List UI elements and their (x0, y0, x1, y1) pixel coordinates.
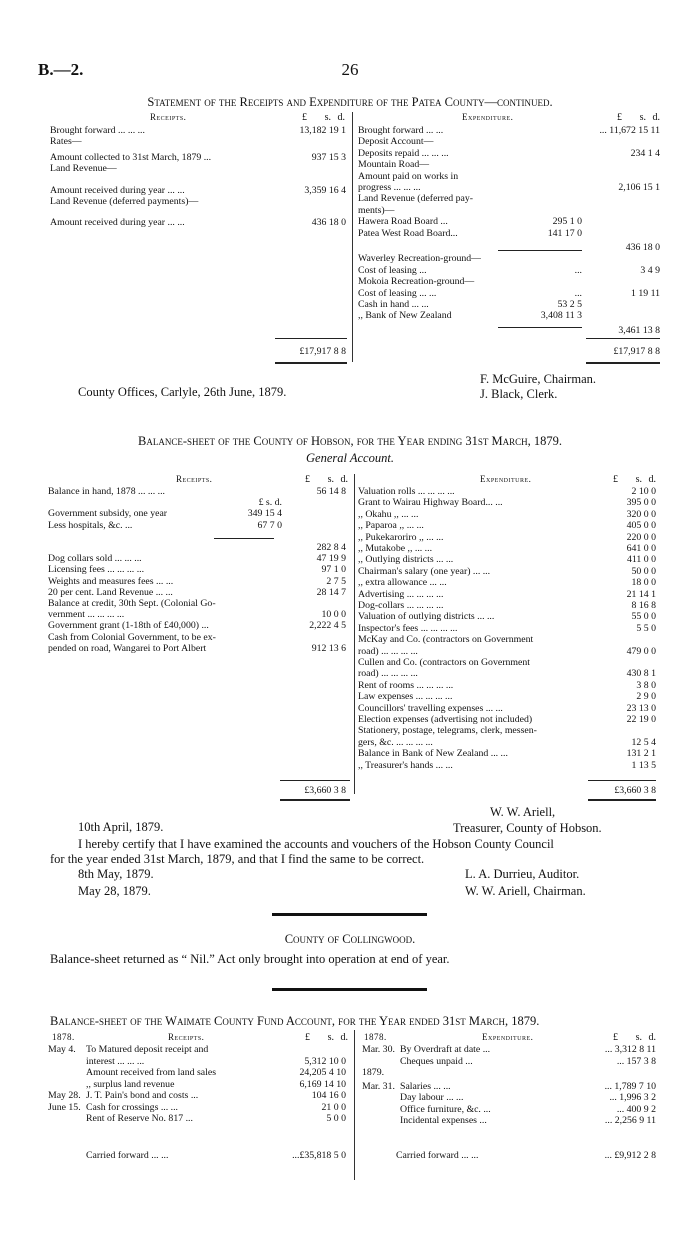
expenditure-label: ments)— (358, 204, 395, 216)
expenditure-amount: 3 4 9 (640, 264, 660, 276)
receipt-date: May 4. (48, 1044, 76, 1055)
waimate-receipts-head: Receipts. (168, 1032, 205, 1042)
hobson-date-1: 10th April, 1879. (78, 820, 164, 834)
expenditure-amount: 50 0 0 (631, 565, 656, 577)
total-rule (280, 780, 350, 781)
hobson-treasurer-title: Treasurer, County of Hobson. (453, 821, 602, 835)
receipt-label: Amount collected to 31st March, 1879 ... (50, 151, 212, 163)
receipt-label: Amount received during year ... ... (50, 217, 185, 229)
expenditure-label: Office furniture, &c. ... (400, 1103, 491, 1115)
receipt-amount: 912 13 6 (311, 642, 346, 654)
section-code: B.—2. (38, 60, 84, 79)
expenditure-label: Cash in hand ... ... (358, 299, 429, 310)
pounds-head: £ (305, 474, 310, 485)
receipt-label: Government grant (1-18th of £40,000) ... (48, 620, 209, 632)
expenditure-amount: ... 1,996 3 2 (609, 1092, 656, 1103)
receipt-amount: 5,312 10 0 (304, 1055, 346, 1067)
receipt-label: vernment ... ... ... ... (48, 609, 125, 621)
expenditure-label: Valuation of outlying districts ... ... (358, 611, 495, 623)
expenditure-label: Chairman's salary (one year) ... ... (358, 565, 491, 577)
collingwood-title: County of Collingwood. (284, 932, 416, 946)
receipt-label: Brought forward ... ... ... (50, 125, 145, 136)
receipt-label: Rent of Reserve No. 817 ... (86, 1113, 193, 1124)
waimate-year-right: 1878. (364, 1032, 387, 1042)
expenditure-label: progress ... ... ... (358, 182, 421, 193)
expenditure-amount: 2 10 0 (631, 486, 656, 497)
expenditure-subamount: ... (574, 287, 582, 299)
subtotal-rule (498, 327, 582, 328)
expenditure-amount: 55 0 0 (631, 611, 656, 623)
expenditure-label: Rent of rooms ... ... ... ... (358, 679, 454, 691)
waimate-title: Balance-sheet of the Waimate County Fund Account, for the Year ended 31st March, 1879. (50, 1014, 540, 1028)
expenditure-amount: ... 11,672 15 11 (599, 125, 660, 136)
expenditure-label: Valuation rolls ... ... ... ... (358, 486, 455, 497)
receipt-label: To Matured deposit receipt and (86, 1044, 209, 1055)
receipt-amount: 56 14 8 (316, 486, 346, 497)
pence-head: d. (648, 474, 656, 485)
receipt-label: pended on road, Wangarei to Port Albert (48, 642, 207, 654)
expenditure-label: Amount paid on works in (358, 170, 459, 182)
hobson-receipts-head: Receipts. (176, 474, 213, 484)
receipt-label: Government subsidy, one year (48, 508, 168, 520)
carried-label: Carried forward ... ... (396, 1150, 479, 1161)
receipt-label: J. T. Pain's bond and costs ... (86, 1090, 199, 1101)
expenditure-amount: 436 18 0 (625, 242, 660, 253)
receipt-amount: 104 16 0 (311, 1090, 346, 1101)
hobson-subtitle: General Account. (306, 451, 394, 465)
expenditure-label: Advertising ... ... ... ... (358, 588, 444, 600)
pounds-head: £ (613, 474, 618, 485)
expenditure-amount: 220 0 0 (626, 531, 656, 543)
shillings-head: s. (639, 112, 646, 123)
patea-office-date: County Offices, Carlyle, 26th June, 1879. (78, 385, 287, 399)
pence-head: d. (337, 112, 345, 123)
expenditure-label: Hawera Road Board ... (358, 216, 448, 228)
expenditure-amount: 2,106 15 1 (618, 182, 660, 193)
hobson-date-3: May 28, 1879. (78, 884, 151, 898)
receipt-label: Balance at credit, 30th Sept. (Colonial Go- (48, 598, 216, 609)
hobson-certificate-line-1: I hereby certify that I have examined the accounts and vouchers of the Hobson County Council (78, 837, 554, 851)
carried-amount: ... £9,912 2 8 (604, 1150, 656, 1161)
expenditure-label: Incidental expenses ... (400, 1115, 487, 1126)
total-double-rule (586, 362, 660, 364)
expenditure-label: Cost of leasing ... (358, 264, 427, 276)
expenditure-subamount: 3,408 11 3 (540, 310, 582, 322)
expenditure-subamount: 141 17 0 (547, 227, 582, 239)
expenditure-amount: ... 3,312 8 11 (604, 1044, 656, 1055)
expenditure-amount: ... 2,256 9 11 (604, 1115, 656, 1126)
receipt-subamount: £ s. d. (258, 497, 282, 509)
shillings-head: s. (635, 474, 642, 485)
expenditure-label: Cullen and Co. (contractors on Government (358, 657, 530, 668)
expenditure-amount: 1 19 11 (630, 287, 660, 299)
expenditure-amount: ... 157 3 8 (616, 1055, 656, 1067)
receipt-label: Less hospitals, &c. ... (48, 519, 133, 531)
receipt-label: interest ... ... ... (86, 1055, 145, 1067)
expenditure-amount: 1 13 5 (631, 759, 656, 771)
receipt-label: Dog collars sold ... ... ... (48, 553, 142, 565)
section-separator (272, 988, 427, 991)
receipt-amount: 21 0 0 (321, 1101, 346, 1113)
receipt-amount: 937 15 3 (311, 151, 346, 163)
expenditure-amount: 131 2 1 (626, 748, 656, 760)
receipt-date: June 15. (48, 1101, 81, 1113)
pounds-head: £ (302, 112, 307, 123)
receipts-total: £17,917 8 8 (299, 346, 346, 357)
expenditure-label: Land Revenue (deferred pay- (358, 193, 474, 205)
shillings-head: s. (635, 1032, 642, 1043)
receipt-label: Land Revenue— (50, 163, 117, 175)
expenditure-amount: 430 8 1 (626, 668, 656, 680)
expenditure-label: Deposit Account— (358, 136, 434, 148)
hobson-title: Balance-sheet of the County of Hobson, for the Year ending 31st March, 1879. (138, 434, 562, 448)
collingwood-text: Balance-sheet returned as “ Nil.” Act only brought into operation at end of year. (50, 952, 450, 966)
expenditure-amount: 3,461 13 8 (618, 324, 660, 336)
receipt-label: Balance in hand, 1878 ... ... ... (48, 486, 165, 497)
expenditure-total: £3,660 3 8 (614, 785, 656, 796)
expenditure-amount: 2 9 0 (636, 691, 656, 703)
receipt-amount: 24,205 4 10 (299, 1067, 346, 1078)
pounds-head: £ (613, 1032, 618, 1043)
receipt-label: Cash from Colonial Government, to be ex- (48, 631, 216, 643)
pence-head: d. (340, 1032, 348, 1043)
hobson-chairman: W. W. Ariell, Chairman. (465, 884, 586, 898)
receipt-amount: 13,182 19 1 (299, 125, 346, 136)
receipt-amount: 28 14 7 (316, 586, 346, 598)
expenditure-amount: 21 14 1 (626, 588, 656, 600)
patea-chairman-signature: F. McGuire, Chairman. (480, 372, 596, 386)
expenditure-label: ,, Pukekaroriro ,, ... ... (358, 531, 444, 543)
receipt-amount: 5 0 0 (326, 1113, 346, 1124)
pence-head: d. (340, 474, 348, 485)
expenditure-label: Councillors' travelling expenses ... ... (358, 702, 503, 714)
hobson-auditor: L. A. Durrieu, Auditor. (465, 867, 580, 881)
receipt-label: Land Revenue (deferred payments)— (50, 196, 199, 207)
total-rule (275, 338, 347, 339)
expenditure-label: Patea West Road Board... (358, 227, 458, 239)
receipt-label: Cash for crossings ... ... (86, 1101, 178, 1113)
patea-title: Statement of the Receipts and Expenditure of the Patea County—continued. (147, 95, 553, 109)
column-divider (354, 1030, 355, 1180)
hobson-certificate-line-2: for the year ended 31st March, 1879, and that I find the same to be correct. (50, 852, 425, 866)
total-rule (588, 780, 656, 781)
expenditure-label: ,, Mutakobe ,, ... ... (358, 543, 433, 554)
expenditure-amount: 479 0 0 (626, 645, 656, 657)
expenditure-total: £17,917 8 8 (613, 346, 660, 357)
receipt-label: ,, surplus land revenue (86, 1078, 175, 1090)
expenditure-label: Law expenses ... ... ... ... (358, 691, 453, 703)
expenditure-label: ,, Paparoa ,, ... ... (358, 520, 424, 532)
expenditure-amount: 3 8 0 (636, 679, 656, 691)
patea-clerk-signature: J. Black, Clerk. (480, 387, 558, 401)
expenditure-label: gers, &c. ... ... ... ... (358, 736, 433, 748)
total-double-rule (280, 799, 350, 801)
expenditure-date: 1879. (362, 1067, 385, 1078)
expenditure-label: Waverley Recreation-ground— (358, 253, 481, 265)
receipt-subamount: 67 7 0 (257, 519, 282, 531)
pence-head: d. (648, 1032, 656, 1043)
shillings-head: s. (324, 112, 331, 123)
expenditure-label: road) ... ... ... ... (358, 645, 418, 657)
pounds-head: £ (617, 112, 622, 123)
expenditure-amount: 8 16 8 (631, 600, 656, 611)
expenditure-subamount: 53 2 5 (557, 299, 582, 310)
expenditure-label: ,, Outlying districts ... ... (358, 554, 454, 566)
expenditure-label: ,, Bank of New Zealand (358, 310, 452, 322)
expenditure-label: Cost of leasing ... ... (358, 287, 437, 299)
patea-receipts-head: Receipts. (150, 112, 187, 122)
expenditure-label: Cheques unpaid ... (400, 1055, 473, 1067)
expenditure-label: By Overdraft at date ... (400, 1044, 491, 1055)
expenditure-label: Mokoia Recreation-ground— (358, 276, 475, 288)
receipt-label: Amount received from land sales (86, 1067, 217, 1078)
shillings-head: s. (327, 1032, 334, 1043)
receipt-label: Licensing fees ... ... ... ... (48, 564, 145, 576)
expenditure-label: road) ... ... ... ... (358, 668, 418, 680)
total-double-rule (588, 799, 656, 801)
expenditure-label: ,, extra allowance ... ... (358, 577, 447, 589)
total-double-rule (275, 362, 347, 364)
expenditure-label: Dog-collars ... ... ... ... (358, 600, 444, 611)
patea-expenditure-head: Expenditure. (462, 112, 514, 122)
expenditure-label: Inspector's fees ... ... ... ... (358, 622, 458, 634)
total-rule (586, 338, 660, 339)
receipt-label: Weights and measures fees ... ... (48, 575, 174, 587)
expenditure-label: ,, Treasurer's hands ... ... (358, 759, 453, 771)
expenditure-amount: 234 1 4 (630, 147, 660, 159)
receipt-date: May 28. (48, 1090, 81, 1101)
expenditure-label: Balance in Bank of New Zealand ... ... (358, 748, 508, 760)
expenditure-label: Salaries ... ... (400, 1080, 451, 1092)
column-divider (354, 474, 355, 794)
expenditure-amount: 12 5 4 (631, 736, 656, 748)
hobson-expenditure-head: Expenditure. (480, 474, 532, 484)
expenditure-amount: ... 400 9 2 (616, 1103, 656, 1115)
expenditure-label: Grant to Wairau Highway Board... ... (358, 497, 503, 509)
expenditure-label: Deposits repaid ... ... ... (358, 147, 449, 159)
section-separator (272, 913, 427, 916)
subtotal-rule (214, 538, 274, 539)
receipts-total: £3,660 3 8 (304, 785, 346, 796)
receipt-amount: 6,169 14 10 (299, 1078, 346, 1090)
receipt-amount: 97 1 0 (321, 564, 346, 576)
receipt-amount: 2,222 4 5 (309, 620, 346, 632)
expenditure-amount: 641 0 0 (626, 543, 656, 554)
receipt-amount: 282 8 4 (316, 542, 346, 553)
expenditure-amount: 22 19 0 (626, 714, 656, 725)
waimate-year-left: 1878. (52, 1032, 75, 1042)
column-divider (352, 112, 353, 362)
expenditure-amount: 320 0 0 (626, 508, 656, 520)
hobson-treasurer-name: W. W. Ariell, (490, 805, 556, 819)
expenditure-label: McKay and Co. (contractors on Government (358, 634, 534, 646)
receipt-label: Amount received during year ... ... (50, 184, 185, 196)
expenditure-label: Election expenses (advertising not included) (358, 714, 533, 725)
hobson-date-2: 8th May, 1879. (78, 867, 154, 881)
expenditure-date: Mar. 30. (362, 1044, 395, 1055)
expenditure-amount: 5 5 0 (636, 622, 656, 634)
expenditure-subamount: ... (574, 264, 582, 276)
expenditure-amount: 18 0 0 (631, 577, 656, 589)
expenditure-date: Mar. 31. (362, 1080, 395, 1092)
carried-label: Carried forward ... ... (86, 1150, 169, 1161)
receipt-amount: 2 7 5 (326, 575, 346, 587)
subtotal-rule (498, 250, 582, 251)
expenditure-amount: 411 0 0 (626, 554, 656, 566)
receipt-amount: 436 18 0 (311, 217, 346, 229)
expenditure-amount: 405 0 0 (626, 520, 656, 532)
waimate-expenditure-head: Expenditure. (482, 1032, 534, 1042)
expenditure-amount: 395 0 0 (626, 497, 656, 509)
receipt-label: 20 per cent. Land Revenue ... ... (48, 586, 173, 598)
receipt-subamount: 349 15 4 (247, 508, 282, 520)
expenditure-amount: ... 1,789 7 10 (604, 1080, 656, 1092)
expenditure-label: ,, Okahu ,, ... ... (358, 508, 419, 520)
receipt-amount: 10 0 0 (321, 609, 346, 621)
receipt-amount: 47 19 9 (316, 553, 346, 565)
page-number: 26 (341, 60, 359, 79)
pounds-head: £ (305, 1032, 310, 1043)
receipt-label: Rates— (50, 136, 82, 148)
receipt-amount: 3,359 16 4 (304, 184, 346, 196)
shillings-head: s. (327, 474, 334, 485)
expenditure-subamount: 295 1 0 (552, 216, 582, 228)
pence-head: d. (652, 112, 660, 123)
expenditure-label: Mountain Road— (358, 159, 430, 171)
expenditure-label: Day labour ... ... (400, 1092, 464, 1103)
expenditure-amount: 23 13 0 (626, 702, 656, 714)
carried-amount: ...£35,818 5 0 (292, 1150, 346, 1161)
expenditure-label: Stationery, postage, telegrams, clerk, messen- (358, 725, 537, 737)
expenditure-label: Brought forward ... ... (358, 125, 444, 136)
